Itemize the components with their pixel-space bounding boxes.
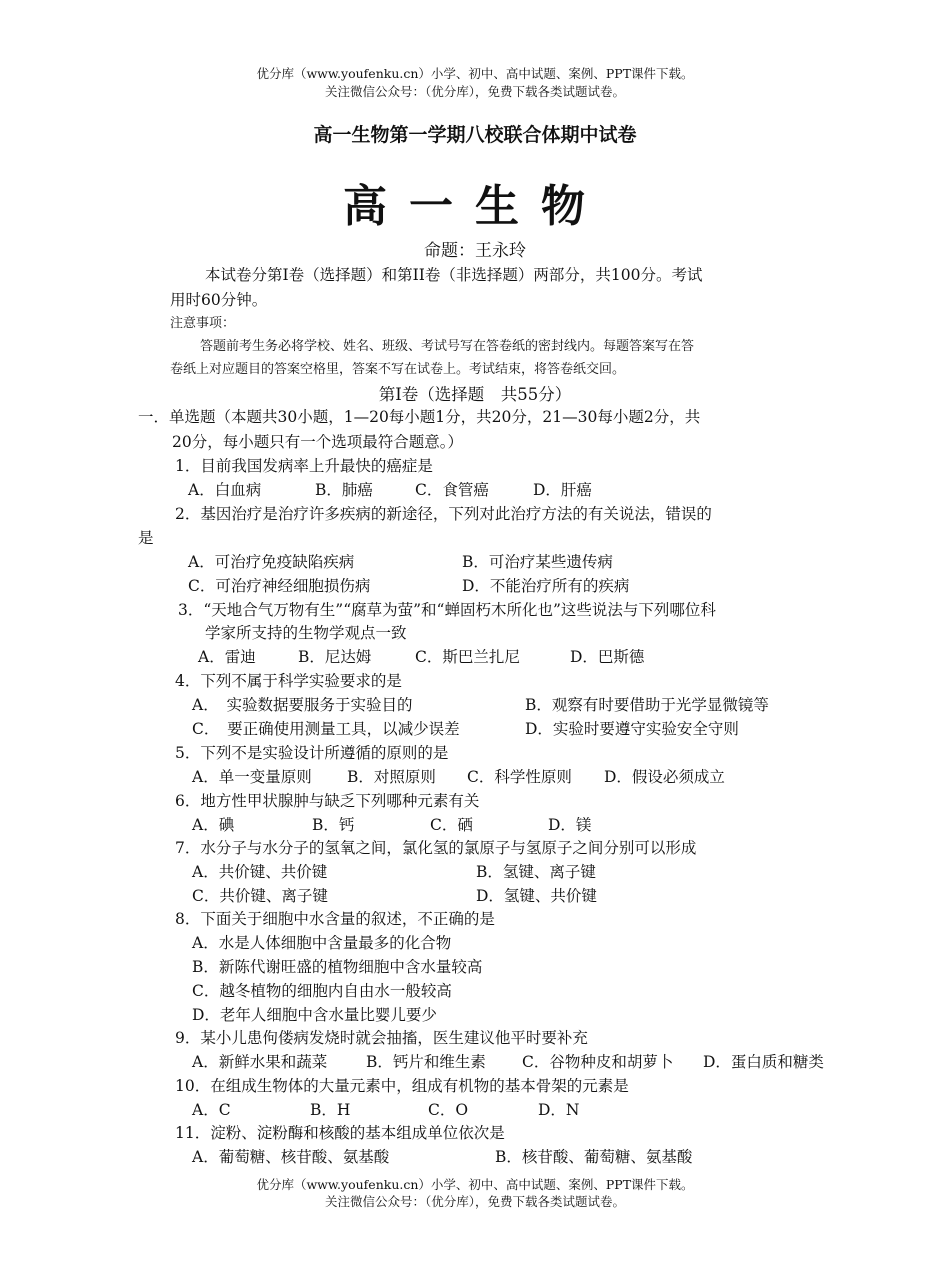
option-b: B．新陈代谢旺盛的植物细胞中含水量较高: [192, 958, 483, 976]
exam-title: 高一生物第一学期八校联合体期中试卷: [313, 124, 637, 146]
question-stem: 7．水分子与水分子的氢氧之间，氯化氢的氯原子与氢原子之间分别可以形成: [175, 839, 697, 857]
option-b: B．钙: [312, 816, 355, 834]
notes-line-2: 卷纸上对应题目的答案空格里，答案不写在试卷上。考试结束，将答卷纸交回。: [170, 362, 626, 377]
option-b: B．可治疗某些遗传病: [462, 553, 613, 571]
option-a: A．可治疗免疫缺陷疾病: [188, 553, 355, 571]
option-a: A．共价键、共价键: [192, 863, 328, 881]
intro-line-1: 本试卷分第I卷（选择题）和第II卷（非选择题）两部分，共100分。考试: [205, 266, 703, 284]
option-a: A． 实验数据要服务于实验目的: [192, 696, 413, 714]
option-b: B．H: [310, 1101, 351, 1119]
option-c: C．越冬植物的细胞内自由水一般较高: [192, 982, 452, 1000]
option-a: A．白血病: [188, 481, 262, 499]
question-stem-cont: 学家所支持的生物学观点一致: [205, 624, 407, 642]
notes-line-1: 答题前考生务必将学校、姓名、班级、考试号写在答卷纸的密封线内。每题答案写在答: [200, 339, 695, 354]
option-d: D．肝癌: [533, 481, 592, 499]
question-stem: 6．地方性甲状腺肿与缺乏下列哪种元素有关: [175, 792, 480, 810]
footer-line-1: 优分库（www.youfenku.cn）小学、初中、高中试题、案例、PPT课件下载。: [256, 1177, 694, 1192]
intro-line-2: 用时60分钟。: [170, 291, 268, 309]
option-d: D．老年人细胞中含水量比婴儿要少: [192, 1006, 437, 1024]
notes-label: 注意事项：: [170, 316, 236, 331]
option-c: C．斯巴兰扎尼: [415, 648, 520, 666]
option-d: D．巴斯德: [570, 648, 645, 666]
option-a: A．新鲜水果和蔬菜: [192, 1053, 328, 1071]
part1-line-2: 20分，每小题只有一个选项最符合题意。）: [172, 433, 463, 451]
question-stem: 4．下列不属于科学实验要求的是: [175, 672, 402, 690]
author-line: 命题：王永玲: [424, 241, 526, 261]
option-d: D．假设必须成立: [604, 768, 725, 786]
option-d: D．镁: [548, 816, 592, 834]
question-stem-cont: 是: [138, 529, 154, 547]
option-d: D．氢键、共价键: [476, 887, 597, 905]
option-c: C．科学性原则: [467, 768, 572, 786]
question-stem: 11．淀粉、淀粉酶和核酸的基本组成单位依次是: [175, 1124, 505, 1142]
option-c: C．食管癌: [415, 481, 489, 499]
question-stem: 3．“天地合气万物有生”“腐草为萤”和“蝉固朽木所化也”这些说法与下列哪位科: [178, 601, 716, 619]
option-a: A．雷迪: [198, 648, 256, 666]
header-line-2: 关注微信公众号：（优分库），免费下载各类试题试卷。: [324, 84, 625, 99]
section-title: 第I卷（选择题 共55分）: [378, 385, 572, 404]
option-d: D．实验时要遵守实验安全守则: [525, 720, 739, 738]
option-a: A．碘: [192, 816, 235, 834]
option-c: C．谷物种皮和胡萝卜: [522, 1053, 674, 1071]
option-d: D．不能治疗所有的疾病: [462, 577, 630, 595]
option-b: B．尼达姆: [298, 648, 372, 666]
option-d: D．N: [538, 1101, 580, 1119]
question-stem: 2．基因治疗是治疗许多疾病的新途径，下列对此治疗方法的有关说法，错误的: [175, 505, 712, 523]
option-b: B．核苷酸、葡萄糖、氨基酸: [495, 1148, 693, 1166]
option-b: B．对照原则: [347, 768, 436, 786]
option-c: C．可治疗神经细胞损伤病: [188, 577, 371, 595]
option-c: C．共价键、离子键: [192, 887, 328, 905]
part1-line-1: 一．单选题（本题共30小题，1—20每小题1分，共20分，21—30每小题2分，共: [138, 408, 701, 426]
option-b: B．肺癌: [315, 481, 373, 499]
option-c: C．O: [428, 1101, 469, 1119]
option-a: A．单一变量原则: [192, 768, 312, 786]
option-c: C． 要正确使用测量工具，以减少误差: [192, 720, 460, 738]
footer-line-2: 关注微信公众号：（优分库），免费下载各类试题试卷。: [324, 1194, 625, 1209]
header-line-1: 优分库（www.youfenku.cn）小学、初中、高中试题、案例、PPT课件下载。: [256, 66, 694, 81]
option-b: B．氢键、离子键: [476, 863, 596, 881]
question-stem: 10．在组成生物体的大量元素中，组成有机物的基本骨架的元素是: [175, 1077, 629, 1095]
option-b: B．观察有时要借助于光学显微镜等: [525, 696, 769, 714]
question-stem: 8．下面关于细胞中水含量的叙述，不正确的是: [175, 910, 495, 928]
question-stem: 1．目前我国发病率上升最快的癌症是: [175, 457, 433, 475]
option-a: A．C: [192, 1101, 231, 1119]
option-c: C．硒: [430, 816, 473, 834]
question-stem: 9．某小儿患佝偻病发烧时就会抽搐，医生建议他平时要补充: [175, 1029, 588, 1047]
big-title: 高一生物: [343, 181, 607, 232]
option-d: D．蛋白质和糖类: [703, 1053, 824, 1071]
question-stem: 5．下列不是实验设计所遵循的原则的是: [175, 744, 449, 762]
option-b: B．钙片和维生素: [366, 1053, 486, 1071]
option-a: A．水是人体细胞中含量最多的化合物: [192, 934, 452, 952]
option-a: A．葡萄糖、核苷酸、氨基酸: [192, 1148, 390, 1166]
